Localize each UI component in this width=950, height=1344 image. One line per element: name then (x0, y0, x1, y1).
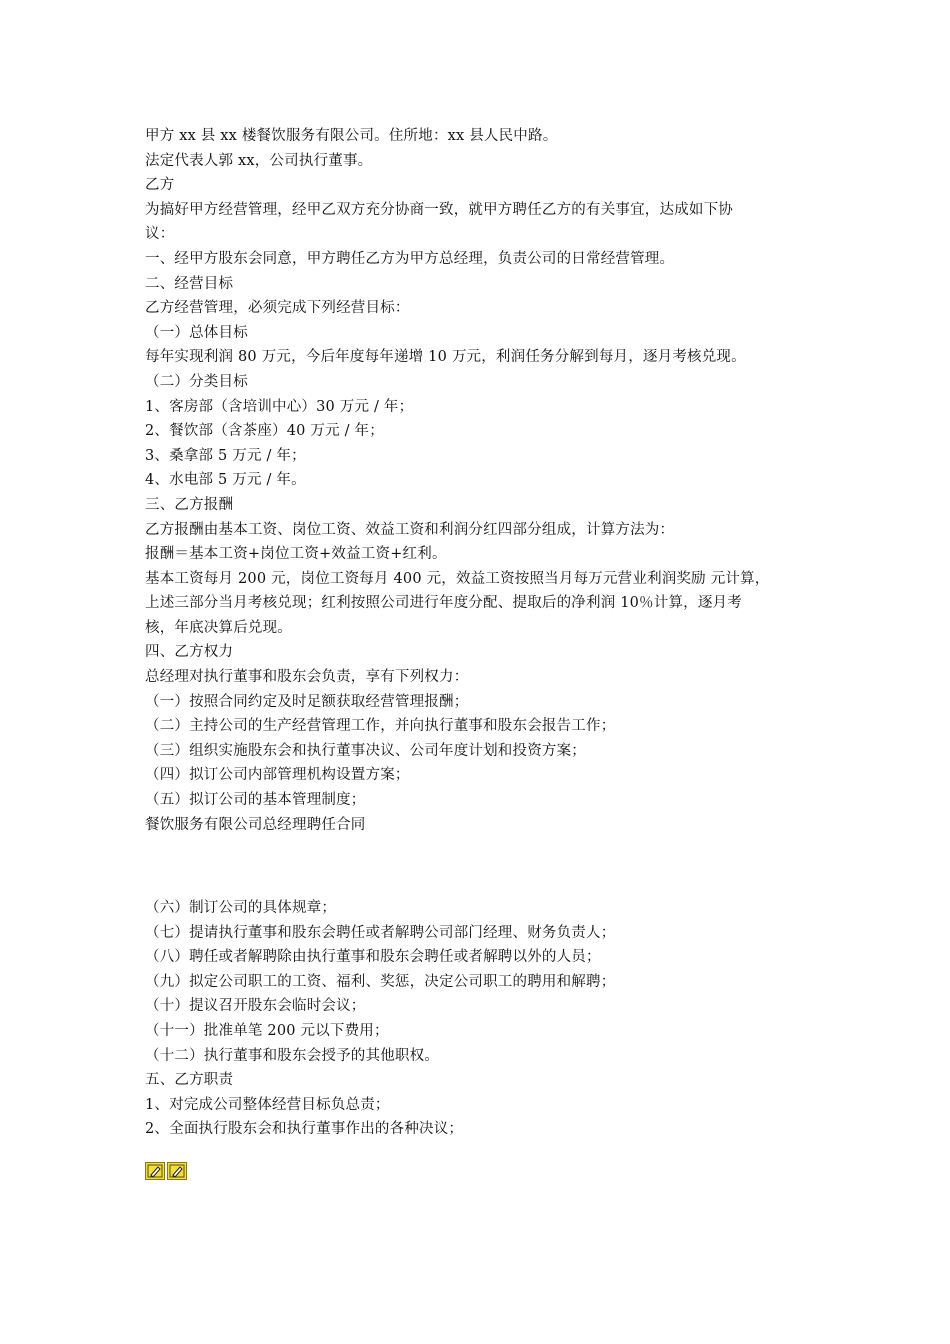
paragraph-line: 乙方报酬由基本工资、岗位工资、效益工资和利润分红四部分组成，计算方法为： (145, 521, 675, 538)
paragraph-line: 报酬＝基本工资+岗位工资+效益工资+红利。 (145, 546, 447, 563)
list-item: （十一）批准单笔 200 元以下费用； (145, 1022, 389, 1039)
list-item: （六）制订公司的具体规章； (145, 900, 337, 916)
party-a-line: 甲方 xx 县 xx 楼餐饮服务有限公司。住所地：xx 县人民中路。 (145, 128, 558, 144)
list-item: 2、全面执行股东会和执行董事作出的各种决议； (145, 1121, 464, 1138)
list-item: 2、餐饮部（含茶座）40 万元 / 年； (145, 423, 384, 440)
section-heading: 二、经营目标 (145, 275, 234, 292)
paragraph-line: 乙方经营管理，必须完成下列经营目标： (145, 300, 410, 317)
list-item: 1、对完成公司整体经营目标负总责； (145, 1096, 390, 1113)
document-title-line: 餐饮服务有限公司总经理聘任合同 (145, 816, 366, 833)
list-item: （五）拟订公司的基本管理制度； (145, 792, 366, 809)
party-b-line: 乙方 (145, 177, 175, 194)
list-item: 1、客房部（含培训中心）30 万元 / 年； (145, 398, 414, 415)
legal-representative-line: 法定代表人郭 xx，公司执行董事。 (145, 152, 373, 169)
list-item: 3、桑拿部 5 万元 / 年； (145, 447, 306, 464)
paragraph-line: 上述三部分当月考核兑现；红利按照公司进行年度分配、提取后的净利润 10％计算，逐月考 (145, 595, 742, 612)
paragraph-line: 为搞好甲方经营管理，经甲乙双方充分协商一致，就甲方聘任乙方的有关事宜，达成如下协 (145, 201, 733, 218)
list-item: （七）提请执行董事和股东会聘任或者解聘公司部门经理、财务负责人； (145, 924, 616, 941)
list-item: 4、水电部 5 万元 / 年。 (145, 472, 306, 489)
paragraph-line: 总经理对执行董事和股东会负责，享有下列权力： (145, 669, 469, 686)
section-heading: 五、乙方职责 (145, 1072, 234, 1089)
clause-line: 一、经甲方股东会同意，甲方聘任乙方为甲方总经理，负责公司的日常经营管理。 (145, 250, 675, 267)
list-item: （八）聘任或者解聘除由执行董事和股东会聘任或者解聘以外的人员； (145, 949, 601, 966)
paragraph-line: 核，年底决算后兑现。 (145, 619, 292, 636)
section-heading: 四、乙方权力 (145, 644, 234, 661)
contract-section-1 (145, 124, 817, 837)
pencil-icon[interactable] (145, 1162, 165, 1180)
paragraph-line: 议： (145, 226, 175, 243)
list-item: （二）主持公司的生产经营管理工作，并向执行董事和股东会报告工作； (145, 718, 616, 735)
section-heading: 三、乙方报酬 (145, 496, 234, 513)
list-item: （三）组织实施股东会和执行董事决议、公司年度计划和投资方案； (145, 742, 586, 759)
paragraph-line: 基本工资每月 200 元，岗位工资每月 400 元，效益工资按照当月每万元营业利润奖励 元计算， (145, 570, 770, 587)
contract-section-2 (145, 896, 817, 1142)
icon-group (145, 1162, 187, 1180)
paragraph-line: 每年实现利润 80 万元，今后年度每年递增 10 万元，利润任务分解到每月，逐月考核兑现。 (145, 349, 746, 366)
list-item: （十二）执行董事和股东会授予的其他职权。 (145, 1047, 439, 1064)
list-item: （十）提议召开股东会临时会议； (145, 998, 366, 1015)
sub-heading: （一）总体目标 (145, 324, 248, 341)
list-item: （九）拟定公司职工的工资、福利、奖惩，决定公司职工的聘用和解聘； (145, 973, 616, 990)
pencil-icon[interactable] (167, 1162, 187, 1180)
list-item: （一）按照合同约定及时足额获取经营管理报酬； (145, 693, 469, 710)
list-item: （四）拟订公司内部管理机构设置方案； (145, 767, 410, 784)
sub-heading: （二）分类目标 (145, 373, 248, 390)
